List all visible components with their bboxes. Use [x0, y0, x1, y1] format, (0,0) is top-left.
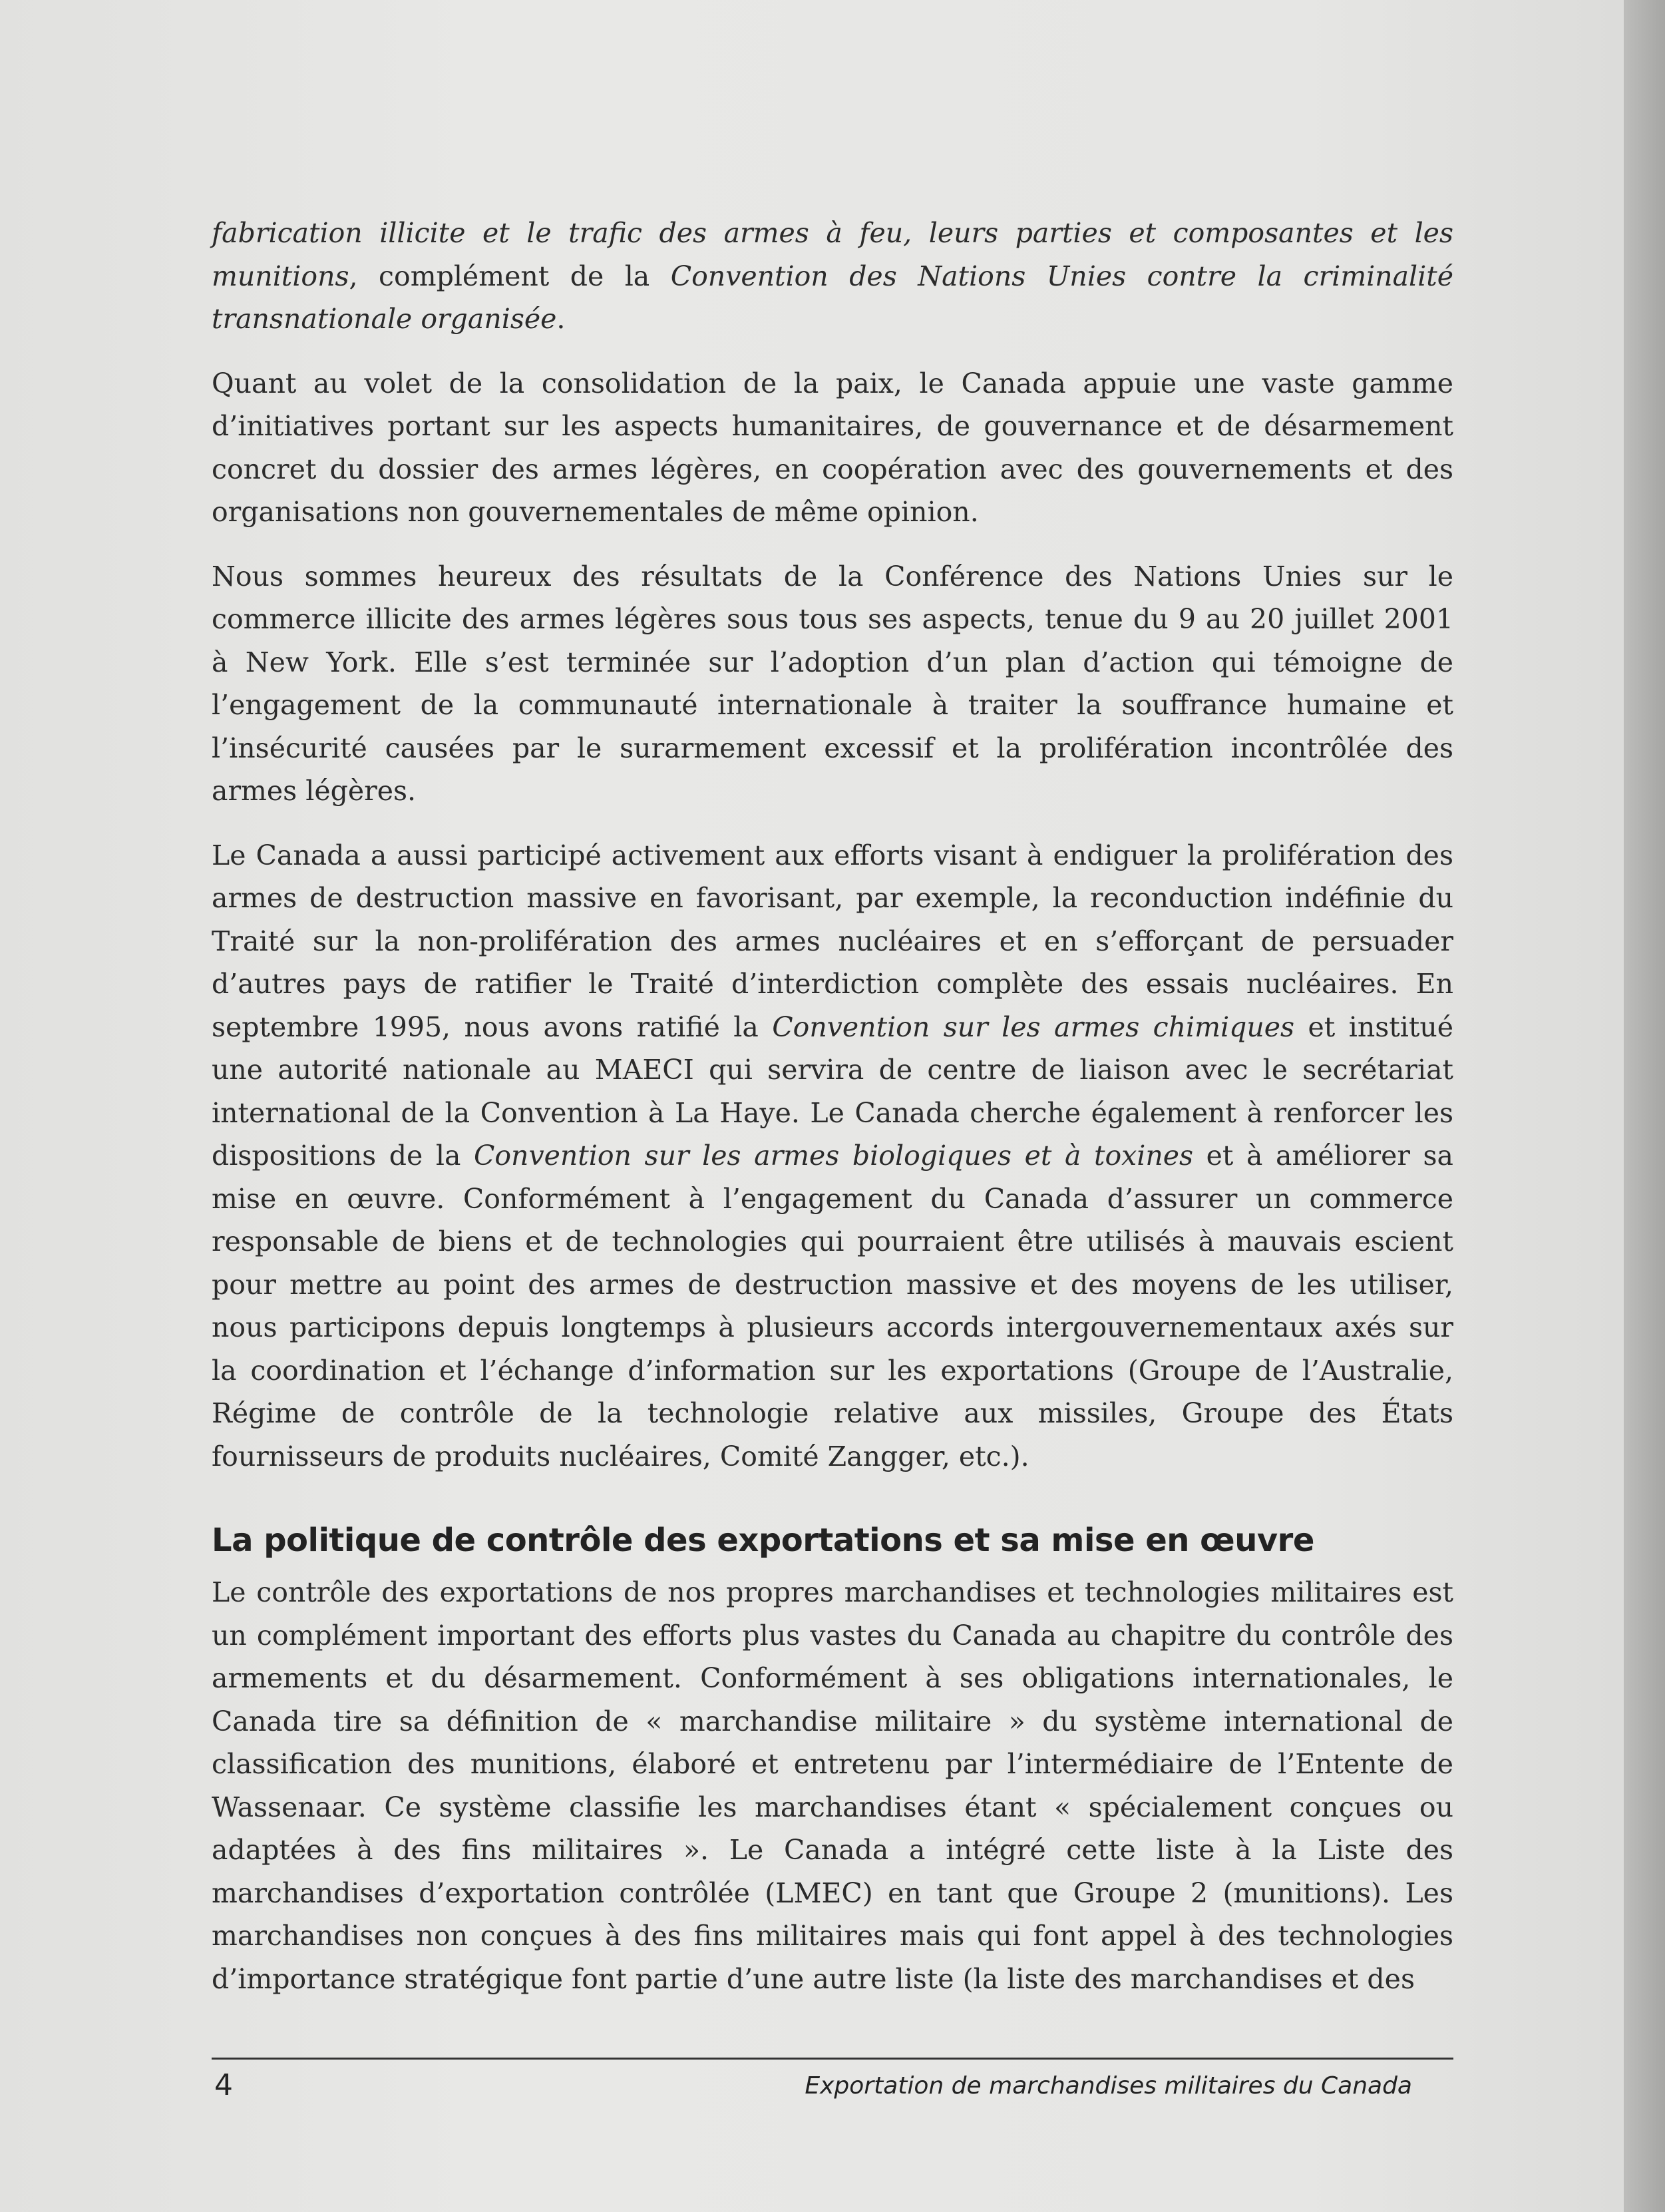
paragraph-1 — [212, 212, 1453, 341]
paragraph-1-italic-1: fabrication illicite et le trafic des armes à feu, leurs parties et composantes et les munitions — [212, 217, 1453, 292]
footer-divider — [212, 2058, 1453, 2060]
paragraph-4-italic-2: Convention sur les armes biologiques et à toxines — [473, 1140, 1194, 1172]
paragraph-4 — [212, 834, 1453, 1478]
paragraph-4-text-1: Le Canada a aussi participé activement aux efforts visant à endiguer la prolifération des armes de destruction massive en favorisant, par exemple, la reconduction indéfinie du Traité sur la non-prolifération des armes nucléaires et en s’efforçant de persuader d’autres pays de ratifier le Traité d’interdiction complète des essais nucléaires. En septembre 1995, nous avons ratifié la — [212, 839, 1453, 1043]
paragraph-1-text-1: , complément de la — [349, 260, 671, 292]
section-heading: La politique de contrôle des exportations et sa mise en œuvre — [212, 1522, 1314, 1559]
running-footer-title: Exportation de marchandises militaires du Canada — [805, 2072, 1412, 2100]
paragraph-4-text-2: et institué une autorité nationale au MAECI qui servira de centre de liaison avec le secrétariat international de la Convention à La Haye. Le Canada cherche également à renforcer les dispositions de la — [212, 1010, 1453, 1172]
paragraph-4-italic-1: Convention sur les armes chimiques — [772, 1010, 1295, 1043]
paragraph-5: Le contrôle des exportations de nos propres marchandises et technologies militaires est un complément important des efforts plus vastes du Canada au chapitre du contrôle des armements et du désarmement. Conformément à ses obligations internationales, le Canada tire sa définition de « marchandise militaire » du système international de classification des munitions, élaboré et entretenu par l’intermédiaire de l’Entente de Wassenaar. Ce système classifie les marchandises étant « spécialement conçues ou adaptées à des fins militaires ». Le Canada a intégré cette liste à la Liste des marchandises d’exportation contrôlée (LMEC) en tant que Groupe 2 (munitions). Les marchandises non conçues à des fins militaires mais qui font appel à des technologies d’importance stratégique font partie d’une autre liste (la liste des marchandises et des — [212, 1576, 1453, 1995]
paragraph-4-text-3: et à améliorer sa mise en œuvre. Conformément à l’engagement du Canada d’assurer un commerce responsable de biens et de technologies qui pourraient être utilisés à mauvais escient pour mettre au point des armes de destruction massive et des moyens de les utiliser, nous participons depuis longtemps à plusieurs accords intergouvernementaux axés sur la coordination et l’échange d’information sur les exportations (Groupe de l’Australie, Régime de contrôle de la technologie relative aux missiles, Groupe des États fournisseurs de produits nucléaires, Comité Zangger, etc.). — [212, 1140, 1453, 1472]
page-edge-shadow — [1624, 0, 1665, 2212]
paragraph-3: Nous sommes heureux des résultats de la Conférence des Nations Unies sur le commerce illicite des armes légères sous tous ses aspects, tenue du 9 au 20 juillet 2001 à New York. Elle s’est terminée sur l’adoption d’un plan d’action qui témoigne de l’engagement de la communauté internationale à traiter la souffrance humaine et l’insécurité causées par le surarmement excessif et la prolifération incontrôlée des armes légères. — [212, 560, 1453, 807]
body-text — [212, 212, 1453, 2000]
paragraph-2: Quant au volet de la consolidation de la paix, le Canada appuie une vaste gamme d’initiatives portant sur les aspects humanitaires, de gouvernance et de désarmement concret du dossier des armes légères, en coopération avec des gouvernements et des organisations non gouvernementales de même opinion. — [212, 367, 1453, 528]
page-number: 4 — [214, 2068, 233, 2102]
paragraph-1-text-2: . — [556, 303, 566, 335]
paragraph-1-italic-2: Convention des Nations Unies contre la criminalité transnationale organisée — [212, 260, 1453, 335]
